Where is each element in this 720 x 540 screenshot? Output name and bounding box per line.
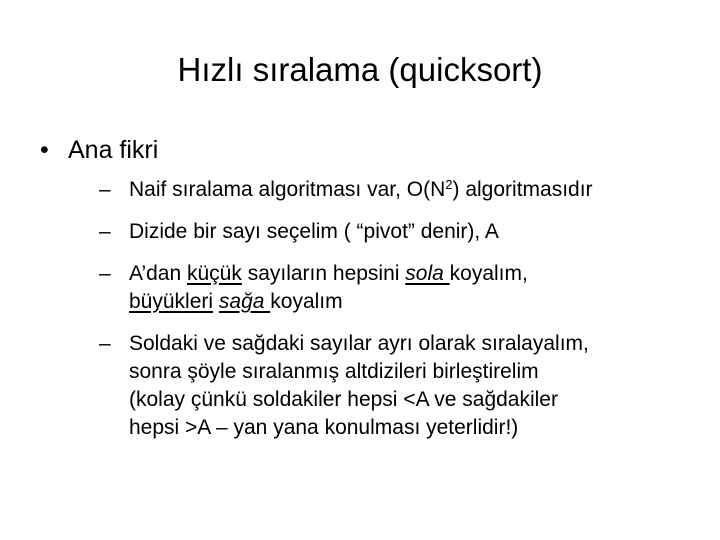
main-bullet-text: Ana fikri bbox=[68, 136, 159, 164]
text-part: A’dan bbox=[129, 262, 187, 285]
main-bullet bbox=[40, 134, 158, 166]
underlined-word: büyükleri bbox=[129, 290, 214, 313]
dash-marker: – bbox=[99, 220, 111, 243]
subbullet-1-text bbox=[99, 176, 699, 204]
dash-marker: – bbox=[99, 262, 111, 285]
subbullet-4 bbox=[99, 330, 699, 442]
text-part: koyalım bbox=[270, 290, 343, 313]
subbullet-3-line-2 bbox=[99, 288, 699, 316]
underlined-word: küçük bbox=[187, 262, 242, 285]
subbullet-2-text: Dizide bir sayı seçelim ( “pivot” denir), A bbox=[129, 220, 499, 243]
subbullet-4-line-4: hepsi >A – yan yana konulması yeterlidir!) bbox=[129, 416, 519, 439]
text-part: koyalım, bbox=[449, 262, 528, 285]
slide-title: Hızlı sıralama (quicksort) bbox=[177, 51, 543, 88]
subbullet-1 bbox=[99, 176, 699, 204]
subbullet-2 bbox=[99, 218, 699, 246]
superscript: 2 bbox=[445, 177, 453, 192]
dash-marker: – bbox=[99, 332, 111, 355]
subbullet-3 bbox=[99, 260, 699, 316]
text-part: Naif sıralama algoritması var, O(N bbox=[129, 178, 446, 201]
subbullet-3-line-1 bbox=[99, 260, 699, 288]
text-part: ) algoritmasıdır bbox=[452, 178, 593, 201]
dash-marker: – bbox=[99, 178, 111, 201]
text-part: sayıların hepsini bbox=[241, 262, 406, 285]
underlined-italic-word: sağa bbox=[218, 290, 271, 313]
subbullet-4-line-1: Soldaki ve sağdaki sayılar ayrı olarak sıralayalım, bbox=[129, 332, 589, 355]
subbullet-4-line-2: sonra şöyle sıralanmış altdizileri birleştirelim bbox=[129, 360, 539, 383]
subbullet-4-line-3: (kolay çünkü soldakiler hepsi <A ve sağdakiler bbox=[129, 388, 558, 411]
underlined-italic-word: sola bbox=[405, 262, 450, 285]
bullet-marker: • bbox=[40, 136, 49, 164]
